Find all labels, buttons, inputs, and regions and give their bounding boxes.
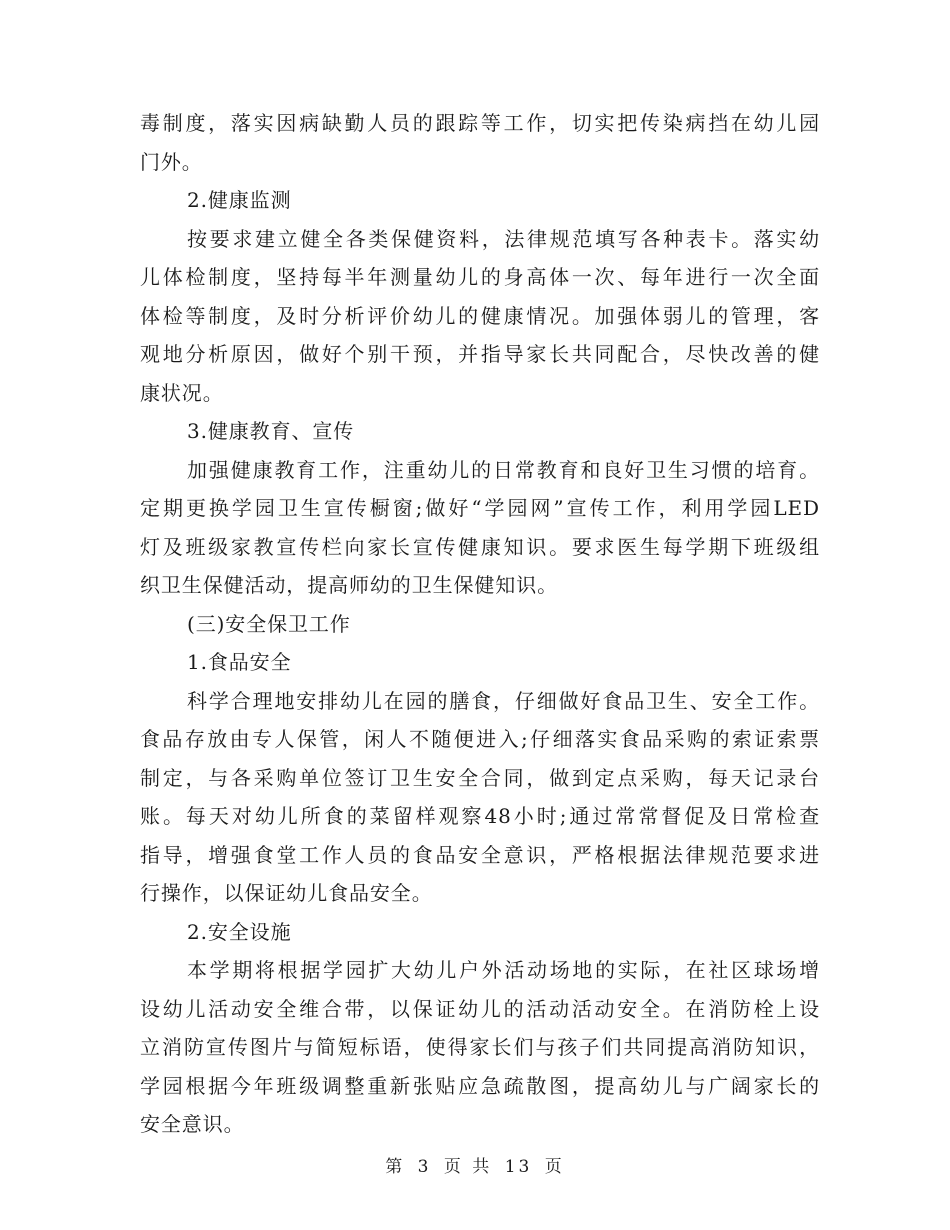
paragraph-line: 学园根据今年班级调整重新张贴应急疏散图，提高幼儿与广阔家长的 [140,1073,820,1098]
paragraph-line: 门外。 [140,149,203,174]
footer-current-page: 3 [417,1157,432,1177]
paragraph-line: 指导，增强食堂工作人员的食品安全意识，严格根据法律规范要求进 [140,842,820,867]
section-heading: 2.安全设施 [187,919,292,944]
paragraph-line: 本学期将根据学园扩大幼儿户外活动场地的实际，在社区球场增 [187,958,820,982]
paragraph-line: 灯及班级家教宣传栏向家长宣传健康知识。要求医生每学期下班级组 [140,534,820,559]
paragraph-line: 观地分析原因，做好个别干预，并指导家长共同配合，尽快改善的健 [140,342,820,366]
paragraph-line: 毒制度，落实因病缺勤人员的跟踪等工作，切实把传染病挡在幼儿园 [140,111,820,135]
footer-suffix: 页 [544,1157,565,1177]
footer-prefix: 第 [385,1157,406,1177]
paragraph-line: 织卫生保健活动，提高师幼的卫生保健知识。 [140,573,558,597]
paragraph-line: 食品存放由专人保管，闲人不随便进入;仔细落实食品采购的索证索票 [140,727,820,751]
paragraph-line: 安全意识。 [140,1112,245,1136]
paragraph-line: 儿体检制度，坚持每半年测量幼儿的身高体一次、每年进行一次全面 [140,265,820,289]
section-heading: 3.健康教育、宣传 [187,419,355,443]
paragraph-line: 行操作，以保证幼儿食品安全。 [140,881,433,905]
paragraph-line: 按要求建立健全各类保健资料，法律规范填写各种表卡。落实幼 [187,226,820,251]
paragraph-line: 康状况。 [140,380,224,405]
paragraph-line: 科学合理地安排幼儿在园的膳食，仔细做好食品卫生、安全工作。 [187,688,820,713]
paragraph-line: 账。每天对幼儿所食的菜留样观察48小时;通过常常督促及日常检查 [140,804,820,828]
section-heading: 1.食品安全 [187,650,292,674]
paragraph-line: 立消防宣传图片与简短标语，使得家长们与孩子们共同提高消防知识， [140,1035,820,1059]
page-footer [0,1152,950,1177]
footer-total-pages: 13 [504,1157,533,1177]
paragraph-line: 设幼儿活动安全维合带，以保证幼儿的活动活动安全。在消防栓上设 [140,996,820,1021]
paragraph-line: 体检等制度，及时分析评价幼儿的健康情况。加强体弱儿的管理，客 [140,303,820,328]
document-body [140,104,820,1144]
footer-middle: 页 共 [443,1157,493,1177]
section-heading: 2.健康监测 [187,188,292,212]
paragraph-line: 定期更换学园卫生宣传橱窗;做好“学园网”宣传工作，利用学园LED [140,496,820,520]
paragraph-line: 制定，与各采购单位签订卫生安全合同，做到定点采购，每天记录台 [140,765,820,790]
paragraph-line: 加强健康教育工作，注重幼儿的日常教育和良好卫生习惯的培育。 [187,457,820,482]
section-heading: (三)安全保卫工作 [187,611,351,636]
